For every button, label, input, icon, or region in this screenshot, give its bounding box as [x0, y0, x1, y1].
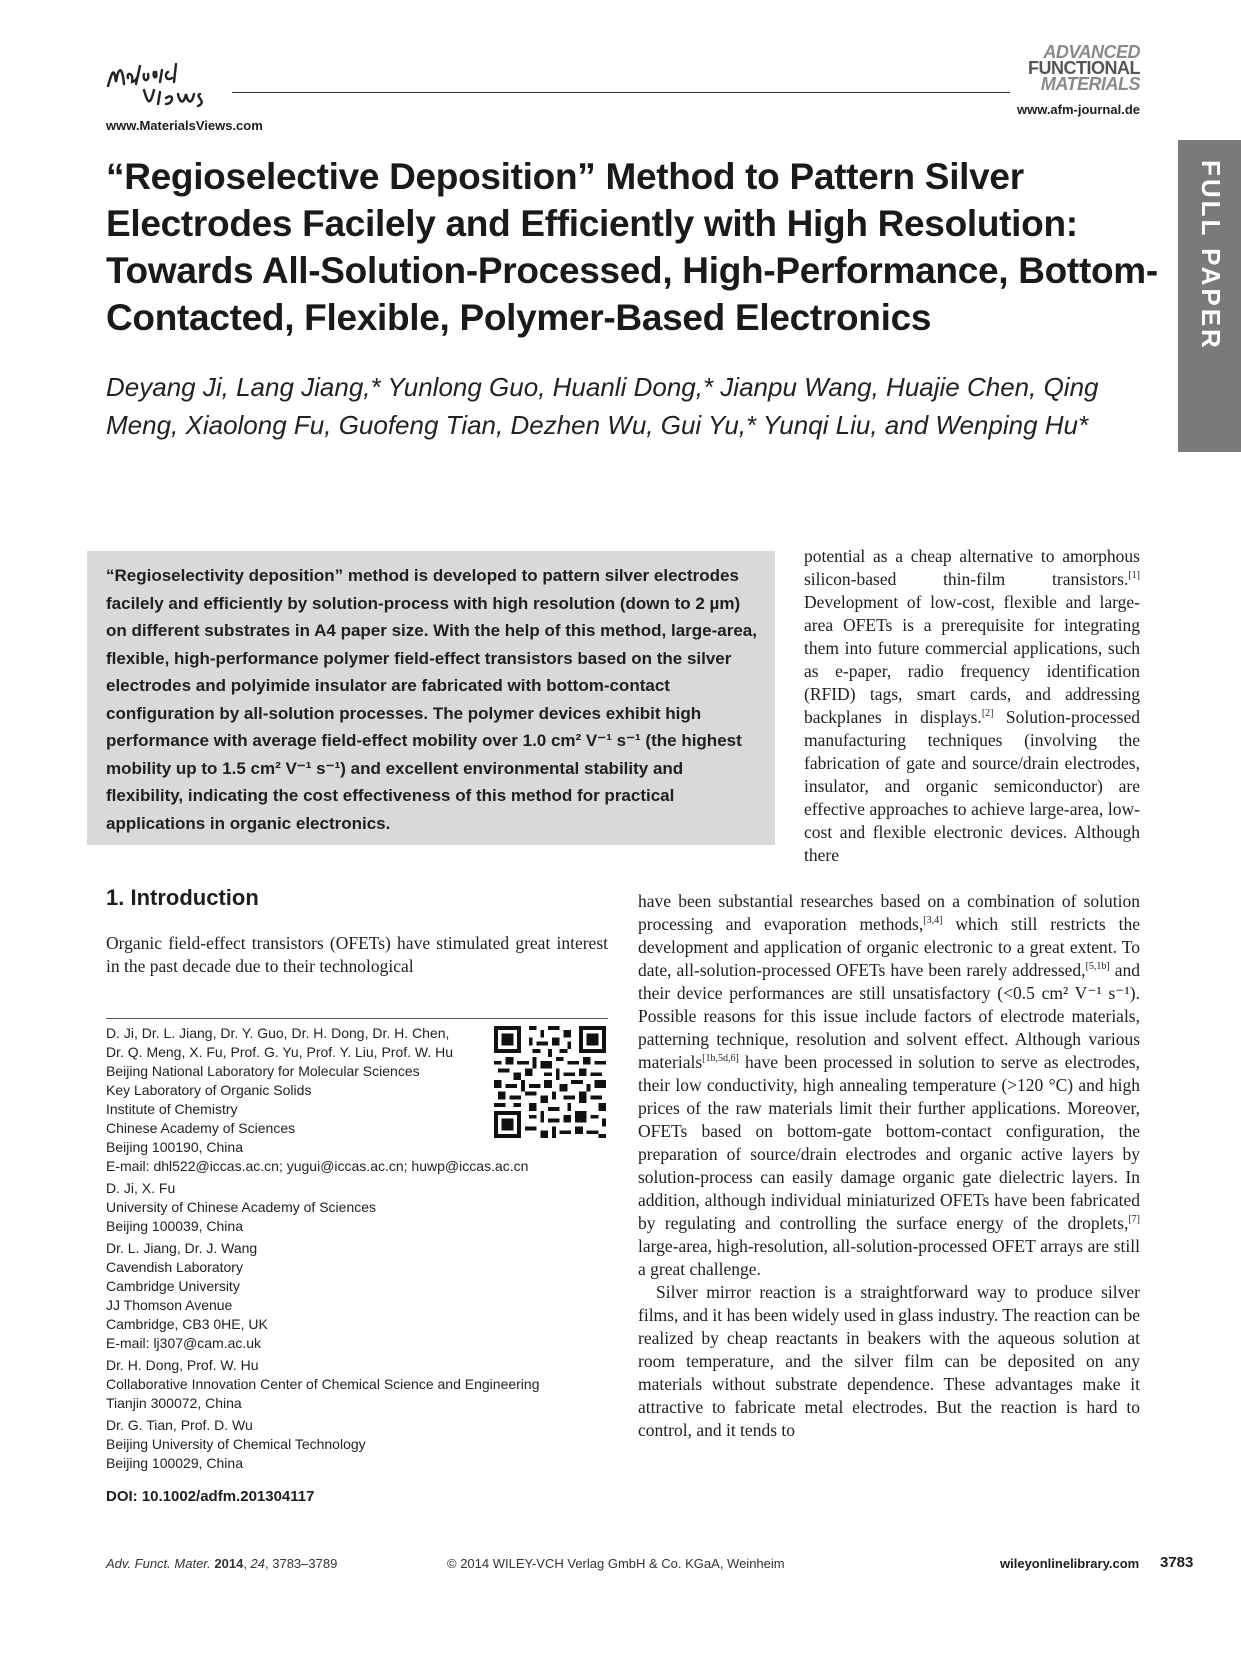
body-text: which still restricts the development and application of organic electronic to a great extent. To date, all-solution-processed OFETs have been rarely addressed, — [638, 914, 1140, 980]
header-rule — [232, 92, 1010, 93]
abstract-text: “Regioselectivity deposition” method is developed to pattern silver electrodes facilely and efficiently by solution-process with high resolution (down to 2 µm) on different substrates in A4 paper size. With the help of this method, large-area, flexible, high-performance polymer field-effect transistors based on the silver electrodes and polyimide insulator are fabricated with bottom-contact configuration by all-solution processes. The polymer devices exhibit high performance with average field-effect mobility over 1.0 cm² V⁻¹ s⁻¹ (the highest mobility up to 1.5 cm² V⁻¹ s⁻¹) and excellent environmental stability and flexibility, indicating the cost effectiveness of this method for practical applications in organic electronics. — [106, 566, 757, 833]
affiliation-block — [106, 1356, 626, 1413]
reference-link[interactable]: [5,1b] — [1085, 961, 1110, 973]
affiliation-line: Cambridge, CB3 0HE, UK — [106, 1316, 268, 1332]
affiliation-line: Beijing 100190, China — [106, 1139, 243, 1155]
affiliation-line: Institute of Chemistry — [106, 1101, 238, 1117]
section-heading: 1. Introduction — [106, 885, 259, 910]
reference-link[interactable]: [3,4] — [923, 915, 943, 927]
affiliation-line: Cavendish Laboratory — [106, 1259, 243, 1275]
journal-url[interactable]: www.afm-journal.de — [1016, 102, 1140, 117]
body-column-right-bottom — [638, 890, 1140, 1442]
affiliation-line: Cambridge University — [106, 1278, 240, 1294]
qr-code-icon[interactable] — [494, 1026, 606, 1138]
affiliation-line: Beijing University of Chemical Technology — [106, 1436, 366, 1452]
reference-link[interactable]: [1b,5d,6] — [702, 1053, 739, 1065]
affiliation-block — [106, 1179, 626, 1236]
footer-copyright: © 2014 WILEY-VCH Verlag GmbH & Co. KGaA, Weinheim — [447, 1556, 785, 1571]
affiliation-line: Dr. Q. Meng, X. Fu, Prof. G. Yu, Prof. Y. Liu, Prof. W. Hu — [106, 1044, 454, 1060]
affiliation-block — [106, 1239, 626, 1353]
citation-year: 2014 — [214, 1556, 244, 1571]
body-text: have been substantial researches based on a combination of solution processing and evaporation methods, — [638, 891, 1140, 934]
affiliation-line: Key Laboratory of Organic Solids — [106, 1082, 312, 1098]
reference-link[interactable]: [1] — [1128, 570, 1140, 582]
journal-logo-line-3: MATERIALS — [1040, 74, 1140, 94]
reference-link[interactable]: [2] — [981, 708, 994, 720]
journal-logo — [1000, 44, 1140, 92]
body-text: Solution-processed manufacturing techniques (involving the fabrication of gate and source/drain electrodes, insulator, and organic semiconductor) are effective approaches to achieve large-area, low-cost and flexible electronic devices. Although there — [804, 707, 1140, 865]
body-text: Development of low-cost, flexible and large-area OFETs is a prerequisite for integrating them into future commercial applications, such as e-paper, radio frequency identification (RFID) tags, smart cards, and addressing backplanes in displays. — [804, 592, 1140, 727]
affiliation-line: Chinese Academy of Sciences — [106, 1120, 296, 1136]
body-text: have been processed in solution to serve as electrodes, their low conductivity, high annealing temperature (>120 °C) and high prices of the raw materials limit their further applications. Moreover, OFETs based on bottom-gate bottom-contact configuration, the preparation of source/drain electrodes and organic active layers by solution-process can easily damage organic gate dielectric layers. In addition, although individual miniaturized OFETs have been fabricated by regulating and controlling the surface energy of the droplets, — [638, 1052, 1140, 1233]
doi[interactable]: DOI: 10.1002/adfm.201304117 — [106, 1488, 315, 1505]
article-title: “Regioselective Deposition” Method to Pattern Silver Electrodes Facilely and Efficiently with High Resolution: Towards All-Solution-Processed, High-Performance, Bottom-Contacted, Flexible, Polymer-Based Electronics — [106, 156, 1158, 338]
affiliation-line: Dr. L. Jiang, Dr. J. Wang — [106, 1240, 258, 1256]
affiliation-line: Beijing 100029, China — [106, 1455, 243, 1471]
citation-volume: 24 — [250, 1556, 266, 1571]
body-column-right-top — [804, 545, 1140, 867]
affiliation-line: Tianjin 300072, China — [106, 1395, 242, 1411]
affiliation-line: Dr. G. Tian, Prof. D. Wu — [106, 1417, 253, 1433]
affiliation-rule — [106, 1018, 608, 1019]
affiliation-line: D. Ji, X. Fu — [106, 1180, 176, 1196]
footer-citation: Adv. Funct. Mater. 2014, 24, 3783–3789 — [106, 1556, 338, 1571]
author-list: Deyang Ji, Lang Jiang,* Yunlong Guo, Huanli Dong,* Jianpu Wang, Huajie Chen, Qing Meng, Xiaolong Fu, Guofeng Tian, Dezhen Wu, Gui Yu,* Yunqi Liu, and Wenping Hu* — [106, 372, 1099, 440]
affiliation-line: JJ Thomson Avenue — [106, 1297, 233, 1313]
body-paragraph: Silver mirror reaction is a straightforward way to produce silver films, and it has been widely used in glass industry. The reaction can be realized by cheap reactants in beakers with the aqueous solution at room temperature, and the silver film can be deposited on any materials without substrate dependence. These advantages make it attractive to fabricate metal electrodes. But the reaction is hard to control, and it tends to — [638, 1282, 1140, 1440]
body-text: large-area, high-resolution, all-solution-processed OFET arrays are still a great challenge. — [638, 1236, 1140, 1279]
footer-site-link[interactable]: wileyonlinelibrary.com — [1000, 1556, 1140, 1571]
affiliation-line: Beijing 100039, China — [106, 1218, 243, 1234]
affiliation-line: Dr. H. Dong, Prof. W. Hu — [106, 1357, 259, 1373]
body-paragraph — [638, 890, 1140, 1281]
affiliation-line: University of Chinese Academy of Sciences — [106, 1199, 377, 1215]
page-number: 3783 — [1160, 1554, 1194, 1571]
journal-abbrev: Adv. Funct. Mater. — [106, 1556, 211, 1571]
affiliation-line: Beijing National Laboratory for Molecular Sciences — [106, 1063, 420, 1079]
affiliation-block — [106, 1416, 626, 1473]
affiliation-email[interactable]: E-mail: dhl522@iccas.ac.cn; yugui@iccas.ac.cn; huwp@iccas.ac.cn — [106, 1158, 529, 1174]
affiliation-email[interactable]: E-mail: lj307@cam.ac.uk — [106, 1335, 262, 1351]
journal-logo-line-2: FUNCTIONAL — [1028, 58, 1140, 78]
reference-link[interactable]: [7] — [1128, 1214, 1140, 1226]
publisher-url[interactable]: www.MaterialsViews.com — [106, 118, 263, 133]
section-tab-label: FULL PAPER — [1196, 160, 1226, 351]
materials-views-logo — [104, 52, 244, 112]
citation-pages: , 3783–3789 — [265, 1556, 338, 1571]
affiliation-line: Collaborative Innovation Center of Chemical Science and Engineering — [106, 1376, 540, 1392]
body-text: potential as a cheap alternative to amorphous silicon-based thin-film transistors. — [804, 546, 1140, 589]
affiliation-line: D. Ji, Dr. L. Jiang, Dr. Y. Guo, Dr. H. Dong, Dr. H. Chen, — [106, 1025, 450, 1041]
intro-paragraph: Organic field-effect transistors (OFETs) have stimulated great interest in the past decade due to their technological — [106, 933, 608, 976]
body-text: and their device performances are still unsatisfactory (<0.5 cm² V⁻¹ s⁻¹). Possible reasons for this issue include factors of electrode materials, patterning technique, resolution and solvent effect. Although various materials — [638, 960, 1140, 1072]
journal-logo-line-1: ADVANCED — [1043, 42, 1140, 62]
